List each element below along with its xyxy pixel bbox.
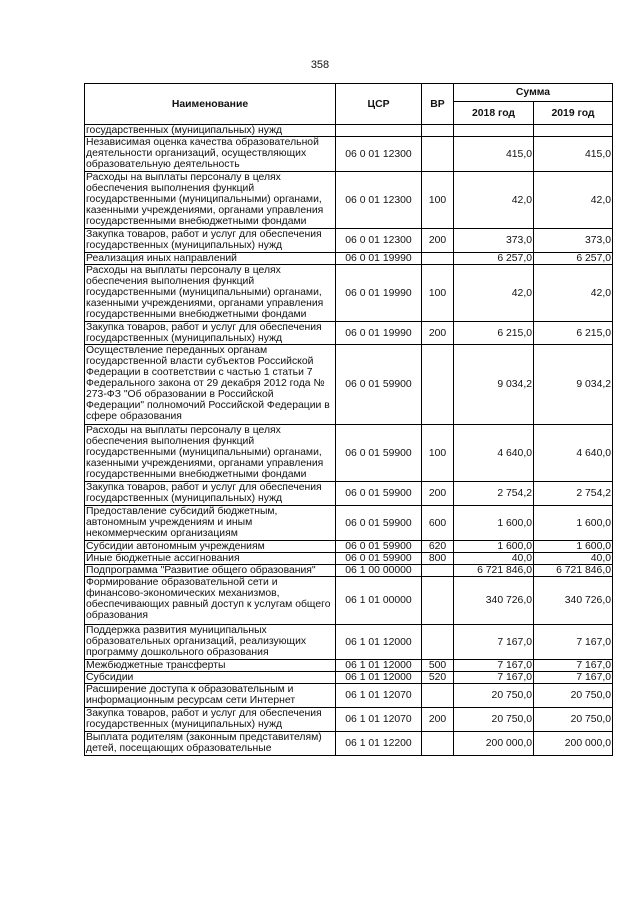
page-number: 358 (310, 59, 330, 71)
row-vr-cell: 600 (422, 506, 454, 541)
row-amount-2018-cell: 7 167,0 (454, 660, 534, 672)
header-name: Наименование (85, 84, 336, 125)
row-name-cell: Выплата родителям (законным представителям) детей, посещающих образовательные (85, 732, 336, 756)
row-csr-cell: 06 0 01 59900 (336, 541, 422, 553)
row-amount-2019-cell: 373,0 (534, 229, 613, 253)
row-vr-cell: 800 (422, 553, 454, 565)
row-csr-cell (336, 125, 422, 137)
row-name-cell: Расходы на выплаты персоналу в целях обеспечения выполнения функций государственными (муниципальными) органами, казенными учреждениями, органами управления государственными внебюджетными фондами (85, 172, 336, 229)
row-amount-2018-cell: 7 167,0 (454, 672, 534, 684)
table-row (85, 125, 613, 137)
row-amount-2018-cell (454, 125, 534, 137)
row-csr-cell: 06 0 01 59900 (336, 482, 422, 506)
table-row (85, 265, 613, 322)
row-name-cell: Формирование образовательной сети и финансово-экономических механизмов, обеспечивающих равный доступ к услугам общего образования (85, 577, 336, 625)
row-amount-2018-cell: 373,0 (454, 229, 534, 253)
row-vr-cell: 200 (422, 229, 454, 253)
row-amount-2018-cell: 20 750,0 (454, 708, 534, 732)
row-name-cell: Закупка товаров, работ и услуг для обеспечения государственных (муниципальных) нужд (85, 322, 336, 345)
header-vr: ВР (422, 84, 454, 125)
row-csr-cell: 06 0 01 59900 (336, 553, 422, 565)
row-vr-cell: 100 (422, 265, 454, 322)
row-csr-cell: 06 0 01 19990 (336, 265, 422, 322)
row-csr-cell: 06 0 01 19990 (336, 253, 422, 265)
row-vr-cell (422, 684, 454, 708)
row-vr-cell (422, 125, 454, 137)
row-name-cell: Межбюджетные трансферты (85, 660, 336, 672)
row-amount-2018-cell: 1 600,0 (454, 541, 534, 553)
table-row (85, 708, 613, 732)
row-csr-cell: 06 1 01 12070 (336, 708, 422, 732)
header-csr: ЦСР (336, 84, 422, 125)
row-csr-cell: 06 0 01 12300 (336, 172, 422, 229)
row-amount-2018-cell: 6 215,0 (454, 322, 534, 345)
row-amount-2018-cell: 4 640,0 (454, 425, 534, 482)
table-row (85, 672, 613, 684)
row-amount-2019-cell: 2 754,2 (534, 482, 613, 506)
row-name-cell: Расходы на выплаты персоналу в целях обеспечения выполнения функций государственными (муниципальными) органами, казенными учреждениями, органами управления государственными внебюджетными фондами (85, 265, 336, 322)
table-row (85, 577, 613, 625)
table-row (85, 625, 613, 660)
row-vr-cell: 100 (422, 425, 454, 482)
row-amount-2018-cell: 9 034,2 (454, 345, 534, 425)
row-amount-2019-cell (534, 125, 613, 137)
row-vr-cell: 200 (422, 482, 454, 506)
row-amount-2019-cell: 340 726,0 (534, 577, 613, 625)
row-amount-2019-cell: 6 257,0 (534, 253, 613, 265)
row-amount-2019-cell: 1 600,0 (534, 541, 613, 553)
row-amount-2018-cell: 42,0 (454, 172, 534, 229)
table-row (85, 345, 613, 425)
row-amount-2018-cell: 42,0 (454, 265, 534, 322)
row-vr-cell (422, 137, 454, 172)
header-2019: 2019 год (534, 102, 613, 125)
row-amount-2019-cell: 4 640,0 (534, 425, 613, 482)
row-csr-cell: 06 1 01 12200 (336, 732, 422, 756)
table-row (85, 322, 613, 345)
row-amount-2018-cell: 2 754,2 (454, 482, 534, 506)
row-name-cell: Субсидии автономным учреждениям (85, 541, 336, 553)
row-csr-cell: 06 1 01 12000 (336, 660, 422, 672)
table-row (85, 732, 613, 756)
row-name-cell: Расширение доступа к образовательным и информационным ресурсам сети Интернет (85, 684, 336, 708)
table-row (85, 541, 613, 553)
table-row (85, 553, 613, 565)
table-row (85, 660, 613, 672)
row-csr-cell: 06 1 01 12000 (336, 625, 422, 660)
row-name-cell: Реализация иных направлений (85, 253, 336, 265)
row-vr-cell (422, 577, 454, 625)
budget-table (84, 83, 613, 756)
table-row (85, 482, 613, 506)
row-name-cell: Закупка товаров, работ и услуг для обеспечения государственных (муниципальных) нужд (85, 482, 336, 506)
row-amount-2019-cell: 6 721 846,0 (534, 565, 613, 577)
row-csr-cell: 06 1 01 00000 (336, 577, 422, 625)
table-row (85, 229, 613, 253)
table-row (85, 565, 613, 577)
table-body (85, 125, 613, 756)
table-row (85, 684, 613, 708)
row-name-cell: Осуществление переданных органам государственной власти субъектов Российской Федерации в соответствии с частью 1 статьи 7 Федерального закона от 29 декабря 2012 года № 273-ФЗ "Об образовании в Российской Федерации" полномочий Российской Федерации в сфере образования (85, 345, 336, 425)
row-amount-2019-cell: 200 000,0 (534, 732, 613, 756)
row-amount-2019-cell: 7 167,0 (534, 660, 613, 672)
table-row (85, 425, 613, 482)
row-vr-cell: 520 (422, 672, 454, 684)
row-name-cell: государственных (муниципальных) нужд (85, 125, 336, 137)
row-csr-cell: 06 1 01 12070 (336, 684, 422, 708)
row-amount-2019-cell: 20 750,0 (534, 684, 613, 708)
row-csr-cell: 06 0 01 12300 (336, 137, 422, 172)
row-amount-2018-cell: 7 167,0 (454, 625, 534, 660)
row-name-cell: Закупка товаров, работ и услуг для обеспечения государственных (муниципальных) нужд (85, 708, 336, 732)
row-vr-cell (422, 732, 454, 756)
header-2018: 2018 год (454, 102, 534, 125)
row-name-cell: Расходы на выплаты персоналу в целях обеспечения выполнения функций государственными (муниципальными) органами, казенными учреждениями, органами управления государственными внебюджетными фондами (85, 425, 336, 482)
header-sum: Сумма (454, 84, 613, 102)
row-amount-2018-cell: 6 257,0 (454, 253, 534, 265)
row-vr-cell: 200 (422, 322, 454, 345)
row-name-cell: Иные бюджетные ассигнования (85, 553, 336, 565)
row-amount-2019-cell: 40,0 (534, 553, 613, 565)
row-csr-cell: 06 1 00 00000 (336, 565, 422, 577)
row-amount-2018-cell: 340 726,0 (454, 577, 534, 625)
table-row (85, 137, 613, 172)
row-amount-2019-cell: 7 167,0 (534, 672, 613, 684)
row-name-cell: Поддержка развития муниципальных образовательных организаций, реализующих программу дошкольного образования (85, 625, 336, 660)
row-csr-cell: 06 1 01 12000 (336, 672, 422, 684)
row-vr-cell: 200 (422, 708, 454, 732)
row-amount-2018-cell: 20 750,0 (454, 684, 534, 708)
row-vr-cell: 100 (422, 172, 454, 229)
row-vr-cell (422, 625, 454, 660)
row-vr-cell (422, 253, 454, 265)
row-vr-cell: 620 (422, 541, 454, 553)
row-amount-2018-cell: 40,0 (454, 553, 534, 565)
row-amount-2019-cell: 9 034,2 (534, 345, 613, 425)
row-csr-cell: 06 0 01 59900 (336, 345, 422, 425)
row-amount-2019-cell: 7 167,0 (534, 625, 613, 660)
row-amount-2019-cell: 415,0 (534, 137, 613, 172)
row-amount-2018-cell: 1 600,0 (454, 506, 534, 541)
row-amount-2019-cell: 6 215,0 (534, 322, 613, 345)
row-vr-cell (422, 565, 454, 577)
table-row (85, 172, 613, 229)
row-name-cell: Субсидии (85, 672, 336, 684)
row-amount-2019-cell: 1 600,0 (534, 506, 613, 541)
row-csr-cell: 06 0 01 59900 (336, 506, 422, 541)
row-name-cell: Закупка товаров, работ и услуг для обеспечения государственных (муниципальных) нужд (85, 229, 336, 253)
row-name-cell: Предоставление субсидий бюджетным, автономным учреждениям и иным некоммерческим организациям (85, 506, 336, 541)
table-row (85, 253, 613, 265)
row-amount-2019-cell: 20 750,0 (534, 708, 613, 732)
row-name-cell: Независимая оценка качества образовательной деятельности организаций, осуществляющих образовательную деятельность (85, 137, 336, 172)
row-csr-cell: 06 0 01 12300 (336, 229, 422, 253)
row-csr-cell: 06 0 01 19990 (336, 322, 422, 345)
row-amount-2018-cell: 415,0 (454, 137, 534, 172)
row-amount-2018-cell: 200 000,0 (454, 732, 534, 756)
row-vr-cell (422, 345, 454, 425)
row-amount-2019-cell: 42,0 (534, 172, 613, 229)
row-amount-2018-cell: 6 721 846,0 (454, 565, 534, 577)
row-name-cell: Подпрограмма "Развитие общего образования" (85, 565, 336, 577)
row-amount-2019-cell: 42,0 (534, 265, 613, 322)
table-row (85, 506, 613, 541)
row-csr-cell: 06 0 01 59900 (336, 425, 422, 482)
row-vr-cell: 500 (422, 660, 454, 672)
